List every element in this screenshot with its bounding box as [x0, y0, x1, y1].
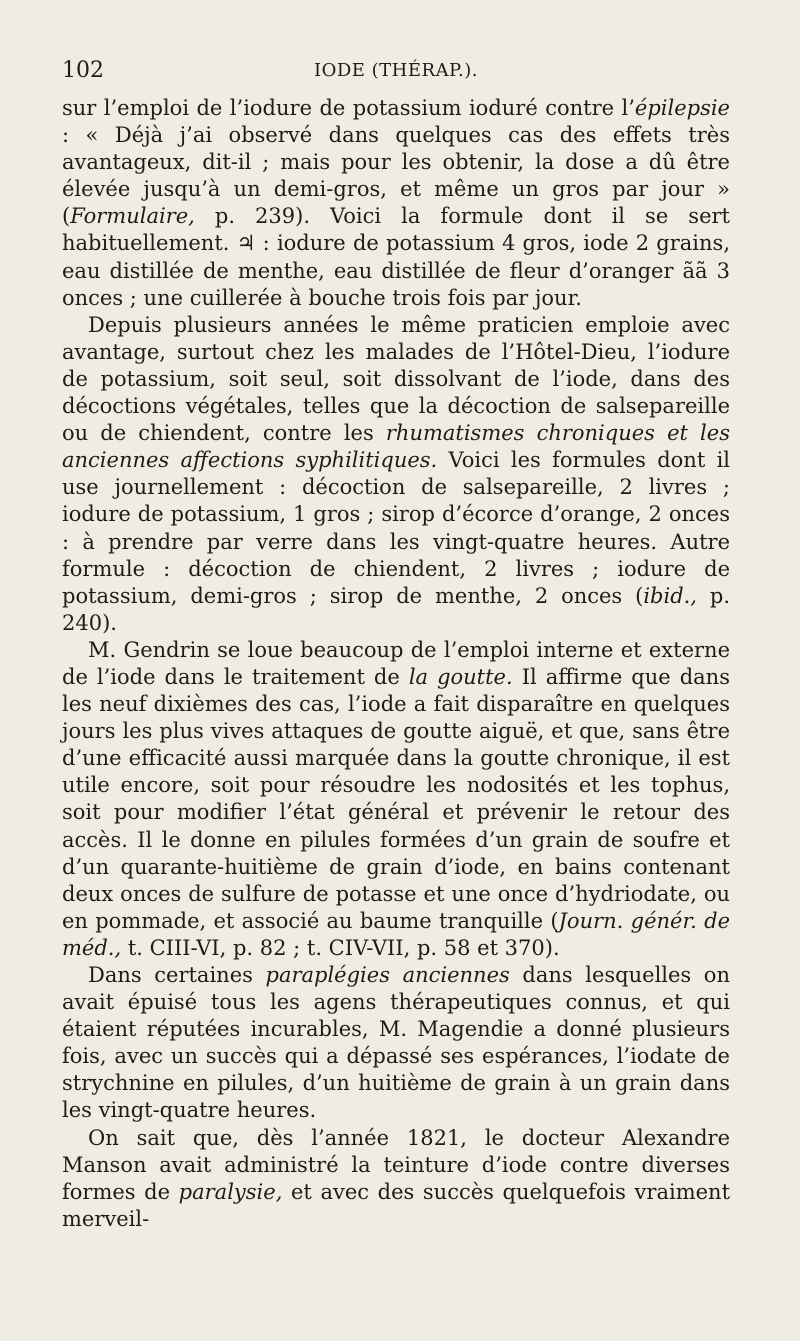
body-text: [62, 95, 730, 1233]
page-number: 102: [62, 58, 104, 83]
paragraph-2: Depuis plusieurs années le même praticien emploie avec avantage, surtout chez les malades de l’Hôtel-Dieu, l’iodure de potassium, soit seul, soit dissolvant de l’iode, dans des décoctions végétales, telles que la décoction de salsepareille ou de chiendent, contre les rhumatismes chroniques et les anciennes affections syphilitiques. Voici les formules dont il use journellement : décoction de salsepareille, 2 livres ; iodure de potassium, 1 gros ; sirop d’écorce d’orange, 2 onces : à prendre par verre dans les vingt-quatre heures. Autre formule : décoction de chiendent, 2 livres ; iodure de potassium, demi-gros ; sirop de menthe, 2 onces (ibid., p. 240).: [62, 312, 731, 635]
paragraph-5: On sait que, dès l’année 1821, le docteur Alexandre Manson avait administré la teinture d’iode contre diverses formes de paralysie, et avec des succès quelquefois vraiment merveil-: [62, 1125, 731, 1231]
paragraph-3: M. Gendrin se loue beaucoup de l’emploi interne et externe de l’iode dans le traitement de la goutte. Il affirme que dans les neuf dixièmes des cas, l’iode a fait disparaître en quelques jours les plus vives attaques de goutte aiguë, et que, sans être d’une efficacité aussi marquée dans la goutte chronique, il est utile encore, soit pour résoudre les nodosités et les tophus, soit pour modifier l’état général et prévenir le retour des accès. Il le donne en pilules formées d’un grain de soufre et d’un quarante-huitième de grain d’iode, en bains contenant deux onces de sulfure de potasse et une once d’hydriodate, ou en pommade, et associé au baume tranquille (Journ. génér. de méd., t. CIII-VI, p. 82 ; t. CIV-VII, p. 58 et 370).: [62, 637, 731, 960]
page-header: [62, 58, 730, 86]
paragraph-4: Dans certaines paraplégies anciennes dans lesquelles on avait épuisé tous les agens thérapeutiques connus, et qui étaient réputées incurables, M. Magendie a donné plusieurs fois, avec un succès qui a dépassé ses espérances, l’iodate de strychnine en pilules, d’un huitième de grain à un grain dans les vingt-quatre heures.: [62, 963, 730, 1123]
paragraph-1: sur l’emploi de l’iodure de potassium ioduré contre l’épilepsie : « Déjà j’ai observé dans quelques cas des effets très avantageux, dit-il ; mais pour les obtenir, la dose a dû être élevée jusqu’à un demi-gros, et même un gros par jour » (Formulaire, p. 239). Voici la formule dont il se sert habituellement. ♃ : iodure de potassium 4 gros, iode 2 grains, eau distillée de menthe, eau distillée de fleur d’oranger ãã 3 onces ; une cuillerée à bouche trois fois par jour.: [62, 96, 730, 310]
running-head: IODE (THÉRAP.).: [313, 60, 478, 81]
